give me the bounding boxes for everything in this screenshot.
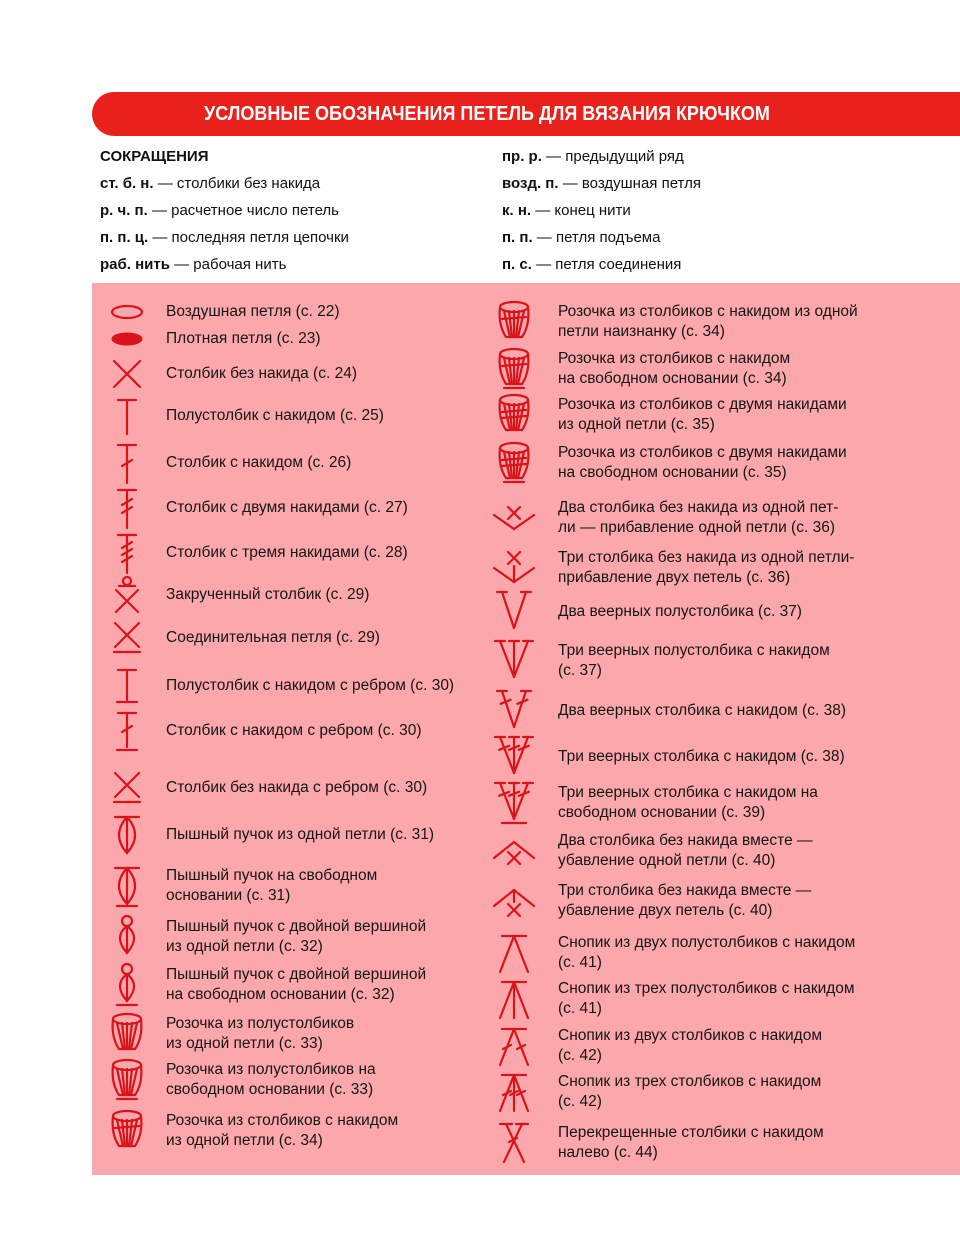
legend-item: [92, 663, 492, 709]
legend-item: [484, 495, 960, 541]
legend-label: Воздушная петля (с. 22): [166, 303, 340, 320]
crossed-dc-icon: [484, 1120, 544, 1166]
legend-label: Закрученный столбик (с. 29): [166, 586, 370, 603]
legend-label: Снопик из трех столбиков с накидом (с. 42): [558, 1073, 822, 1110]
twisted-stitch-icon: [92, 574, 162, 616]
hdc-cluster-2-icon: [484, 930, 544, 976]
abbreviation-item: п. с. — петля соединения: [502, 256, 682, 273]
legend-item: [484, 545, 960, 591]
legend-item: [92, 615, 492, 661]
legend-item: [92, 393, 492, 439]
legend-item: [92, 1011, 492, 1057]
legend-label: Два веерных полустолбика (с. 37): [558, 603, 802, 620]
treble-crochet-icon: [92, 486, 162, 530]
legend-label: Три веерных столбика с накидом на свободном основании (с. 39): [558, 784, 818, 821]
legend-label: Три столбика без накида из одной петли- прибавление двух петель (с. 36): [558, 549, 855, 586]
sc-decrease-2-icon: [484, 834, 544, 868]
symbol-legend-panel: [92, 283, 960, 1175]
legend-item: [484, 440, 960, 486]
legend-item: [484, 392, 960, 438]
legend-label: Пышный пучок из одной петли (с. 31): [166, 826, 435, 843]
legend-item: [92, 485, 492, 531]
tight-loop-icon: [92, 329, 162, 349]
abbreviations-left: [100, 146, 349, 281]
legend-label: Столбик с двумя накидами (с. 27): [166, 499, 408, 516]
abbreviation-item: раб. нить — рабочая нить: [100, 256, 287, 273]
sc-increase-3-icon: [484, 548, 544, 588]
hdc-fan-3-icon: [484, 637, 544, 685]
abbreviations-right: [502, 146, 701, 281]
legend-label: Перекрещенные столбики с накидом налево (с. 44): [558, 1124, 824, 1161]
legend-label: Снопик из двух столбиков с накидом (с. 42): [558, 1027, 822, 1064]
dc-popcorn-back-icon: [484, 299, 544, 345]
page-title: УСЛОВНЫЕ ОБОЗНАЧЕНИЯ ПЕТЕЛЬ ДЛЯ ВЯЗАНИЯ КРЮЧКОМ: [204, 102, 770, 125]
legend-label: Три столбика без накида вместе — убавление двух петель (с. 40): [558, 882, 812, 919]
tr-popcorn-open-icon: [484, 440, 544, 486]
legend-label: Три веерных столбика с накидом (с. 38): [558, 748, 845, 765]
legend-label: Столбик с тремя накидами (с. 28): [166, 544, 408, 561]
hdc-popcorn-icon: [92, 1011, 162, 1057]
legend-label: Пышный пучок с двойной вершиной на свободном основании (с. 32): [166, 966, 427, 1003]
abbreviation-item: р. ч. п. — расчетное число петель: [100, 202, 340, 219]
half-double-crochet-icon: [92, 396, 162, 436]
legend-item: [484, 780, 960, 826]
puff-stitch-open-icon: [92, 862, 162, 910]
puff-double-top-open-icon: [92, 961, 162, 1009]
legend-label: Снопик из двух полустолбиков с накидом (с. 41): [558, 934, 856, 971]
dc-cluster-2-icon: [484, 1023, 544, 1069]
sc-decrease-3-icon: [484, 882, 544, 920]
dc-popcorn-open-icon: [484, 346, 544, 392]
abbreviation-item: пр. р. — предыдущий ряд: [502, 148, 684, 165]
legend-item: [92, 812, 492, 858]
legend-item: [484, 1069, 960, 1115]
legend-label: Снопик из трех полустолбиков с накидом (с. 41): [558, 980, 855, 1017]
dc-fan-2-icon: [484, 687, 544, 735]
legend-item: [484, 346, 960, 392]
dc-fan-3-open-icon: [484, 779, 544, 827]
title-banner: [92, 92, 960, 136]
abbreviations-heading: СОКРАЩЕНИЯ: [100, 148, 209, 165]
abbreviation-item: возд. п. — воздушная петля: [502, 175, 701, 192]
legend-item: [92, 572, 492, 618]
hdc-fan-2-icon: [484, 588, 544, 636]
legend-item: [92, 962, 492, 1008]
legend-label: Пышный пучок с двойной вершиной из одной петли (с. 32): [166, 918, 427, 955]
legend-label: Полустолбик с накидом с ребром (с. 30): [166, 677, 455, 694]
legend-item: [484, 688, 960, 734]
double-treble-crochet-icon: [92, 531, 162, 575]
legend-label: Розочка из столбиков с накидом из одной петли наизнанку (с. 34): [558, 303, 858, 340]
legend-item: [92, 863, 492, 909]
legend-item: [484, 930, 960, 976]
legend-label: Столбик без накида с ребром (с. 30): [166, 779, 428, 796]
sc-increase-2-icon: [484, 501, 544, 535]
legend-label: Розочка из столбиков с двумя накидами из одной петли (с. 35): [558, 396, 847, 433]
legend-label: Два столбика без накида из одной пет- ли — прибавление одной петли (с. 36): [558, 499, 839, 536]
legend-item: [484, 299, 960, 345]
puff-stitch-icon: [92, 811, 162, 859]
legend-label: Два столбика без накида вместе — убавление одной петли (с. 40): [558, 832, 813, 869]
abbreviation-item: ст. б. н. — столбики без накида: [100, 175, 321, 192]
legend-item: [484, 976, 960, 1022]
legend-label: Розочка из столбиков с накидом на свободном основании (с. 34): [558, 350, 791, 387]
sc-ribbed-icon: [92, 768, 162, 808]
hdc-ribbed-icon: [92, 666, 162, 706]
dc-ribbed-icon: [92, 709, 162, 753]
legend-label: Столбик без накида (с. 24): [166, 365, 357, 382]
legend-label: Плотная петля (с. 23): [166, 330, 321, 347]
legend-item: [92, 708, 492, 754]
legend-label: Полустолбик с накидом (с. 25): [166, 407, 384, 424]
legend-item: [484, 1120, 960, 1166]
legend-label: Розочка из полустолбиков из одной петли (с. 33): [166, 1015, 355, 1052]
legend-label: Три веерных полустолбика с накидом (с. 37): [558, 642, 830, 679]
legend-label: Розочка из столбиков с двумя накидами на свободном основании (с. 35): [558, 444, 847, 481]
dc-popcorn-icon: [92, 1108, 162, 1154]
legend-label: Два веерных столбика с накидом (с. 38): [558, 702, 846, 719]
dc-cluster-3-icon: [484, 1069, 544, 1115]
legend-item: [92, 530, 492, 576]
legend-label: Столбик с накидом (с. 26): [166, 454, 352, 471]
legend-item: [92, 1057, 492, 1103]
legend-item: [92, 1108, 492, 1154]
legend-label: Пышный пучок на свободном основании (с. 31): [166, 867, 378, 904]
single-crochet-icon: [92, 356, 162, 392]
dc-fan-3-icon: [484, 733, 544, 781]
legend-label: Розочка из полустолбиков на свободном основании (с. 33): [166, 1061, 376, 1098]
legend-label: Столбик с накидом с ребром (с. 30): [166, 722, 422, 739]
abbreviation-item: к. н. — конец нити: [502, 202, 631, 219]
legend-item: [484, 638, 960, 684]
legend-label: Розочка из столбиков с накидом из одной петли (с. 34): [166, 1112, 399, 1149]
legend-item: [484, 734, 960, 780]
legend-item: [484, 878, 960, 924]
legend-item: [92, 351, 492, 397]
legend-item: [484, 828, 960, 874]
legend-item: [92, 914, 492, 960]
puff-double-top-icon: [92, 913, 162, 961]
abbreviation-item: п. п. — петля подъема: [502, 229, 661, 246]
legend-item: [484, 1023, 960, 1069]
tr-popcorn-icon: [484, 392, 544, 438]
abbreviation-item: п. п. ц. — последняя петля цепочки: [100, 229, 349, 246]
legend-item: [484, 589, 960, 635]
legend-item: [92, 765, 492, 811]
slip-stitch-icon: [92, 618, 162, 658]
legend-item: [92, 440, 492, 486]
double-crochet-icon: [92, 441, 162, 485]
legend-label: Соединительная петля (с. 29): [166, 629, 380, 646]
hdc-cluster-3-icon: [484, 976, 544, 1022]
hdc-popcorn-open-icon: [92, 1057, 162, 1103]
